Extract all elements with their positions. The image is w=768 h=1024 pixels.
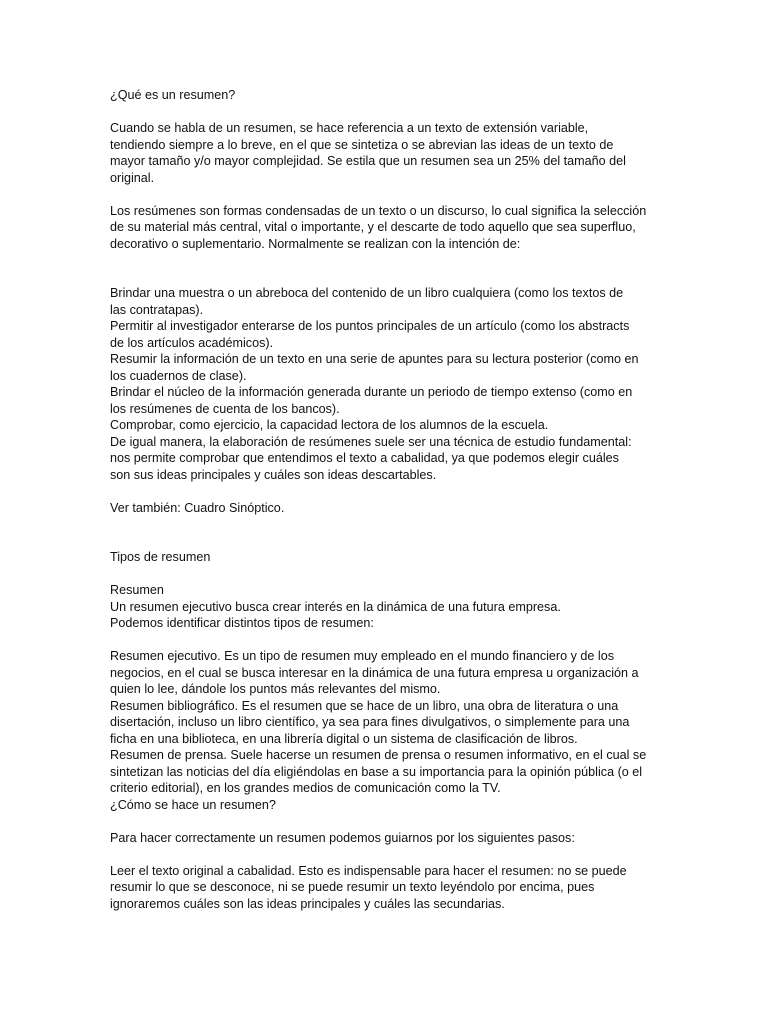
paragraph-types-list: Resumen ejecutivo. Es un tipo de resumen muy empleado en el mundo financiero y de los negocios, en el cual se busca interesar en la dinámica de una futura empresa u organización a quien lo lee, dándole los puntos más relevantes del mismo. Resumen bibliográfico. Es el resumen que se hace de un libro, una obra de literatura o una disertación, incluso un libro científico, ya sea para fines divulgativos, o simplemente para una ficha en una biblioteca, en una librería digital o un sistema de clasificación de libros. Resumen de prensa. Suele hacerse un resumen de prensa o resumen informativo, en el cual se sintetizan las noticias del día eligiéndolas en base a su importancia para la opinión pública (o el criterio editorial), en los grandes medios de comunicación como la TV. ¿Cómo se hace un resumen? bbox=[110, 649, 647, 812]
paragraph-types-intro: Resumen Un resumen ejecutivo busca crear interés en la dinámica de una futura empresa. Podemos identificar distintos tipos de resumen: bbox=[110, 583, 561, 630]
document-body bbox=[110, 87, 670, 912]
see-also-line: Ver también: Cuadro Sinóptico. bbox=[110, 500, 285, 515]
paragraph-condensed-forms: Los resúmenes son formas condensadas de un texto o un discurso, lo cual significa la selección de su material más central, vital o importante, y el descarte de todo aquello que sea superfluo, decorativo o suplementario. Normalmente se realizan con la intención de: bbox=[110, 203, 647, 251]
heading-what-is-summary: ¿Qué es un resumen? bbox=[110, 88, 236, 102]
paragraph-step-read: Leer el texto original a cabalidad. Esto es indispensable para hacer el resumen: no se puede resumir lo que se desconoce, ni se puede resumir un texto leyéndolo por encima, pues ignoraremos cuáles son las ideas principales y cuáles las secundarias. bbox=[110, 863, 627, 911]
paragraph-definition: Cuando se habla de un resumen, se hace referencia a un texto de extensión variable, tendiendo siempre a lo breve, en el que se sintetiza o se abrevian las ideas de un texto de mayor tamaño y/o mayor complejidad. Se estila que un resumen sea un 25% del tamaño del original. bbox=[110, 121, 626, 185]
paragraph-steps-intro: Para hacer correctamente un resumen podemos guiarnos por los siguientes pasos: bbox=[110, 830, 575, 845]
paragraph-purposes: Brindar una muestra o un abreboca del contenido de un libro cualquiera (como los textos de las contratapas). Permitir al investigador enterarse de los puntos principales de un artículo (como los abstracts de los artículos académicos). Resumir la información de un texto en una serie de apuntes para su lectura posterior (como en los cuadernos de clase). Brindar el núcleo de la información generada durante un periodo de tiempo extenso (como en los resúmenes de cuenta de los bancos). Comprobar, como ejercicio, la capacidad lectora de los alumnos de la escuela. De igual manera, la elaboración de resúmenes suele ser una técnica de estudio fundamental: nos permite comprobar que entendimos el texto a cabalidad, ya que podemos elegir cuáles son sus ideas principales y cuáles son ideas descartables. bbox=[110, 286, 639, 482]
heading-summary-types: Tipos de resumen bbox=[110, 550, 211, 564]
